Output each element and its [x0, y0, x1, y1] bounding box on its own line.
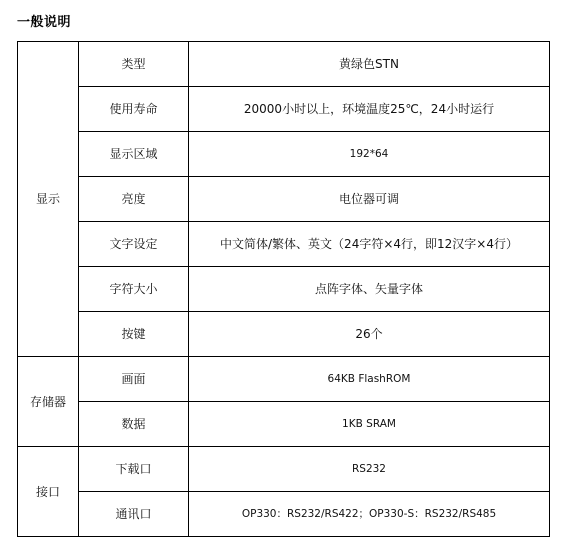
table-row [18, 177, 550, 222]
table-row [18, 357, 550, 402]
item-value: OP330：RS232/RS422；OP330-S：RS232/RS485 [189, 492, 550, 537]
table-row [18, 132, 550, 177]
item-label: 字符大小 [79, 267, 189, 312]
section-title: 一般说明 [17, 15, 72, 30]
table-row [18, 87, 550, 132]
item-value: RS232 [189, 447, 550, 492]
item-label: 类型 [79, 42, 189, 87]
table-row [18, 222, 550, 267]
item-value: 中文简体/繁体、英文（24字符×4行，即12汉字×4行） [189, 222, 550, 267]
item-value: 26个 [189, 312, 550, 357]
table-row [18, 447, 550, 492]
table-row [18, 492, 550, 537]
item-label: 通讯口 [79, 492, 189, 537]
item-label: 亮度 [79, 177, 189, 222]
item-value: 1KB SRAM [189, 402, 550, 447]
group-label-memory: 存储器 [18, 357, 79, 447]
table-row [18, 267, 550, 312]
item-value: 192*64 [189, 132, 550, 177]
item-label: 画面 [79, 357, 189, 402]
table-row [18, 42, 550, 87]
group-label-interface: 接口 [18, 447, 79, 537]
group-label-display: 显示 [18, 42, 79, 357]
item-label: 文字设定 [79, 222, 189, 267]
item-value: 黄绿色STN [189, 42, 550, 87]
table-row [18, 402, 550, 447]
item-label: 数据 [79, 402, 189, 447]
item-value: 20000小时以上，环境温度25℃，24小时运行 [189, 87, 550, 132]
item-label: 使用寿命 [79, 87, 189, 132]
item-label: 按键 [79, 312, 189, 357]
spec-table [17, 41, 550, 537]
item-value: 电位器可调 [189, 177, 550, 222]
item-value: 64KB FlashROM [189, 357, 550, 402]
item-label: 显示区域 [79, 132, 189, 177]
item-value: 点阵字体、矢量字体 [189, 267, 550, 312]
table-row [18, 312, 550, 357]
item-label: 下载口 [79, 447, 189, 492]
